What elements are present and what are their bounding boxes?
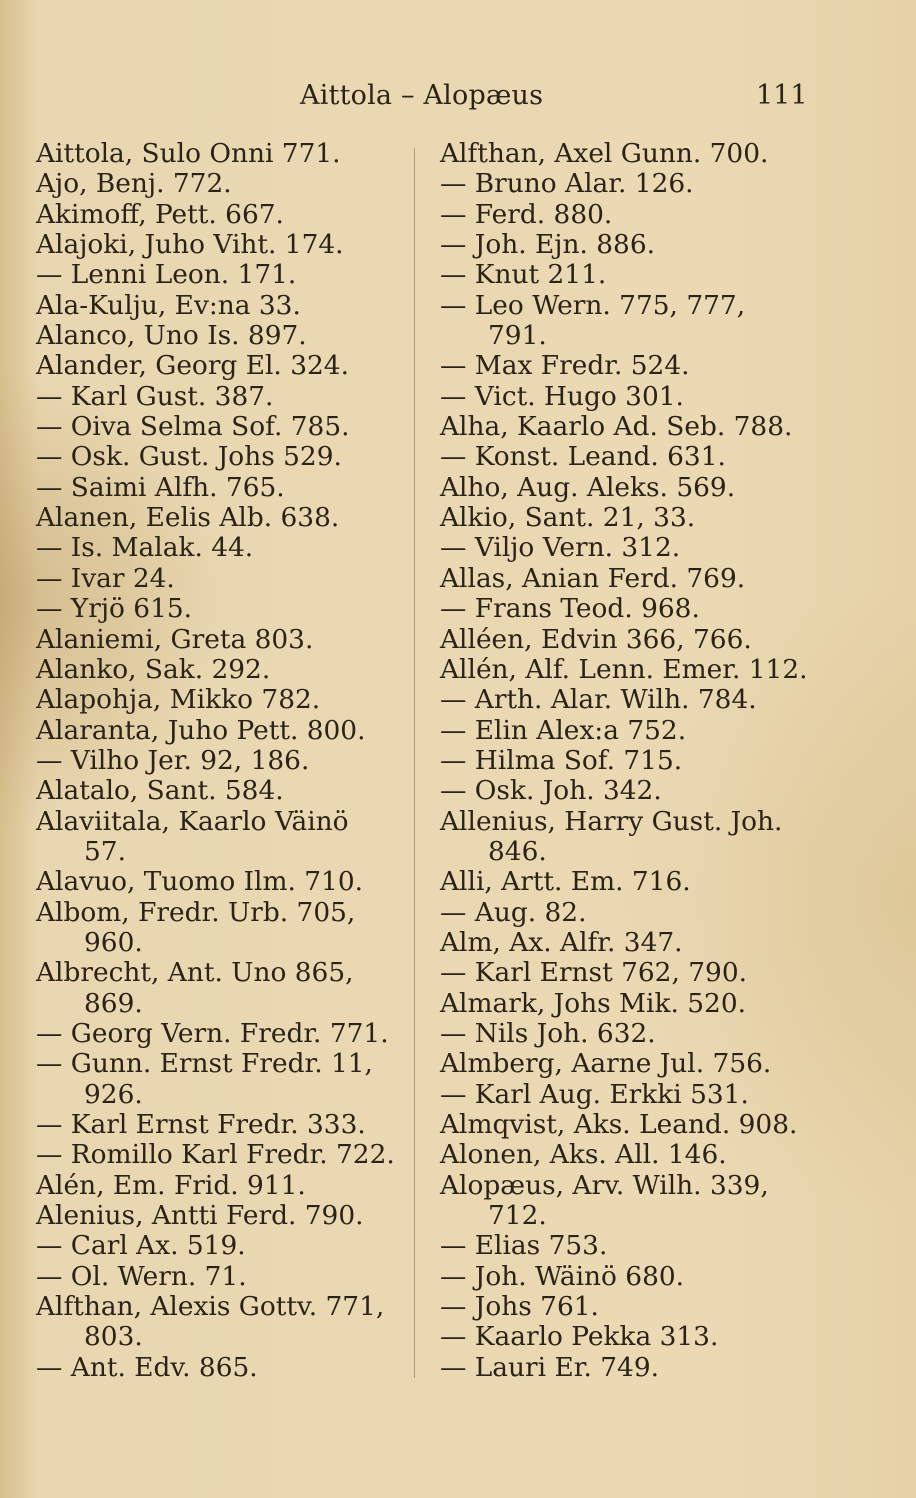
list-item: Almberg, Aarne Jul. 756.: [440, 1048, 772, 1080]
list-item: — Nils Joh. 632.: [440, 1017, 656, 1049]
list-item: Alander, Georg El. 324.: [36, 350, 349, 382]
list-item: — Aug. 82.: [440, 896, 587, 928]
page-title: Aittola – Alopæus: [300, 80, 544, 111]
list-item: Alanko, Sak. 292.: [36, 653, 271, 685]
list-item: — Johs 761.: [440, 1291, 599, 1323]
list-item: — Frans Teod. 968.: [440, 593, 700, 625]
list-item: — Gunn. Ernst Fredr. 11,: [36, 1048, 373, 1080]
list-item: — Elin Alex:a 752.: [440, 714, 687, 746]
list-item: Allén, Alf. Lenn. Emer. 112.: [440, 653, 808, 685]
list-item: — Hilma Sof. 715.: [440, 744, 683, 776]
list-item-continuation: 926.: [84, 1078, 143, 1110]
list-item: Almqvist, Aks. Leand. 908.: [440, 1109, 798, 1140]
list-item: Albrecht, Ant. Uno 865,: [36, 957, 354, 989]
list-item: Ala-Kulju, Ev:na 33.: [36, 289, 301, 321]
list-item: Alho, Aug. Aleks. 569.: [440, 471, 736, 503]
list-item: — Ferd. 880.: [440, 198, 613, 230]
list-item: Alén, Em. Frid. 911.: [36, 1169, 306, 1201]
list-item: Alanen, Eelis Alb. 638.: [36, 502, 340, 534]
list-item: — Leo Wern. 775, 777,: [440, 289, 746, 321]
list-item: — Lauri Er. 749.: [440, 1351, 659, 1383]
list-item: — Bruno Alar. 126.: [440, 168, 694, 200]
list-item: Alli, Artt. Em. 716.: [440, 866, 691, 898]
list-item: — Karl Ernst Fredr. 333.: [36, 1109, 366, 1140]
list-item: — Romillo Karl Fredr. 722.: [36, 1139, 395, 1171]
list-item: Alanco, Uno Is. 897.: [36, 320, 307, 352]
list-item: — Joh. Wäinö 680.: [440, 1260, 685, 1292]
list-item: — Yrjö 615.: [36, 593, 193, 625]
list-item: — Vilho Jer. 92, 186.: [36, 744, 310, 776]
list-item: Alfthan, Axel Gunn. 700.: [440, 138, 769, 169]
list-item: — Ol. Wern. 71.: [36, 1260, 247, 1292]
list-item: — Konst. Leand. 631.: [440, 441, 726, 473]
list-item: — Elias 753.: [440, 1230, 608, 1262]
list-item: — Arth. Alar. Wilh. 784.: [440, 684, 757, 716]
list-item: Alapohja, Mikko 782.: [36, 684, 321, 716]
list-item: Alavuo, Tuomo Ilm. 710.: [36, 866, 364, 898]
list-item: Ajo, Benj. 772.: [36, 168, 232, 200]
list-item: Alkio, Sant. 21, 33.: [440, 502, 696, 534]
left-column: [36, 139, 416, 1383]
list-item: — Carl Ax. 519.: [36, 1230, 246, 1262]
list-item: Alfthan, Alexis Gottv. 771,: [36, 1291, 385, 1323]
list-item: — Is. Malak. 44.: [36, 532, 254, 564]
list-item-continuation: 846.: [488, 835, 547, 867]
list-item-continuation: 712.: [488, 1200, 547, 1232]
list-item: — Joh. Ejn. 886.: [440, 229, 656, 261]
list-item: — Ant. Edv. 865.: [36, 1351, 258, 1383]
list-item: — Lenni Leon. 171.: [36, 259, 297, 291]
list-item: Alm, Ax. Alfr. 347.: [440, 926, 683, 958]
right-column: [440, 139, 820, 1383]
list-item: — Ivar 24.: [36, 562, 175, 594]
list-item-continuation: 869.: [84, 987, 143, 1019]
list-item: Alenius, Antti Ferd. 790.: [36, 1200, 364, 1232]
list-item: Alopæus, Arv. Wilh. 339,: [440, 1169, 769, 1201]
running-header: [0, 80, 916, 116]
list-item-continuation: 791.: [488, 320, 547, 352]
list-item: Alaniemi, Greta 803.: [36, 623, 314, 655]
list-item: Alonen, Aks. All. 146.: [440, 1139, 727, 1171]
list-item: Alaviitala, Kaarlo Väinö: [36, 805, 349, 837]
list-item: — Karl Aug. Erkki 531.: [440, 1078, 749, 1110]
list-item-continuation: 57.: [84, 835, 126, 867]
list-item: — Osk. Gust. Johs 529.: [36, 441, 342, 473]
list-item: — Knut 211.: [440, 259, 607, 291]
list-item: — Viljo Vern. 312.: [440, 532, 681, 564]
list-item: — Oiva Selma Sof. 785.: [36, 411, 350, 443]
list-item: Almark, Johs Mik. 520.: [440, 987, 747, 1019]
list-item-continuation: 803.: [84, 1321, 143, 1353]
list-item: — Osk. Joh. 342.: [440, 775, 662, 807]
list-item: Akimoff, Pett. 667.: [36, 198, 284, 230]
list-item: — Karl Gust. 387.: [36, 380, 274, 412]
list-item: Allenius, Harry Gust. Joh.: [440, 805, 783, 837]
list-item: Alha, Kaarlo Ad. Seb. 788.: [440, 411, 793, 443]
list-item: Alajoki, Juho Viht. 174.: [36, 229, 344, 261]
list-item: Alaranta, Juho Pett. 800.: [36, 714, 366, 746]
list-item: Aittola, Sulo Onni 771.: [36, 138, 341, 169]
list-item: Alléen, Edvin 366, 766.: [440, 623, 752, 655]
list-item: — Georg Vern. Fredr. 771.: [36, 1017, 389, 1049]
list-item: Albom, Fredr. Urb. 705,: [36, 896, 356, 928]
list-item: — Karl Ernst 762, 790.: [440, 957, 747, 989]
list-item: — Max Fredr. 524.: [440, 350, 690, 382]
list-item: Allas, Anian Ferd. 769.: [440, 562, 746, 594]
list-item: — Vict. Hugo 301.: [440, 380, 684, 412]
list-item: — Saimi Alfh. 765.: [36, 471, 285, 503]
list-item: Alatalo, Sant. 584.: [36, 775, 284, 807]
list-item-continuation: 960.: [84, 926, 143, 958]
list-item: — Kaarlo Pekka 313.: [440, 1321, 719, 1353]
page-number: 111: [756, 80, 808, 111]
